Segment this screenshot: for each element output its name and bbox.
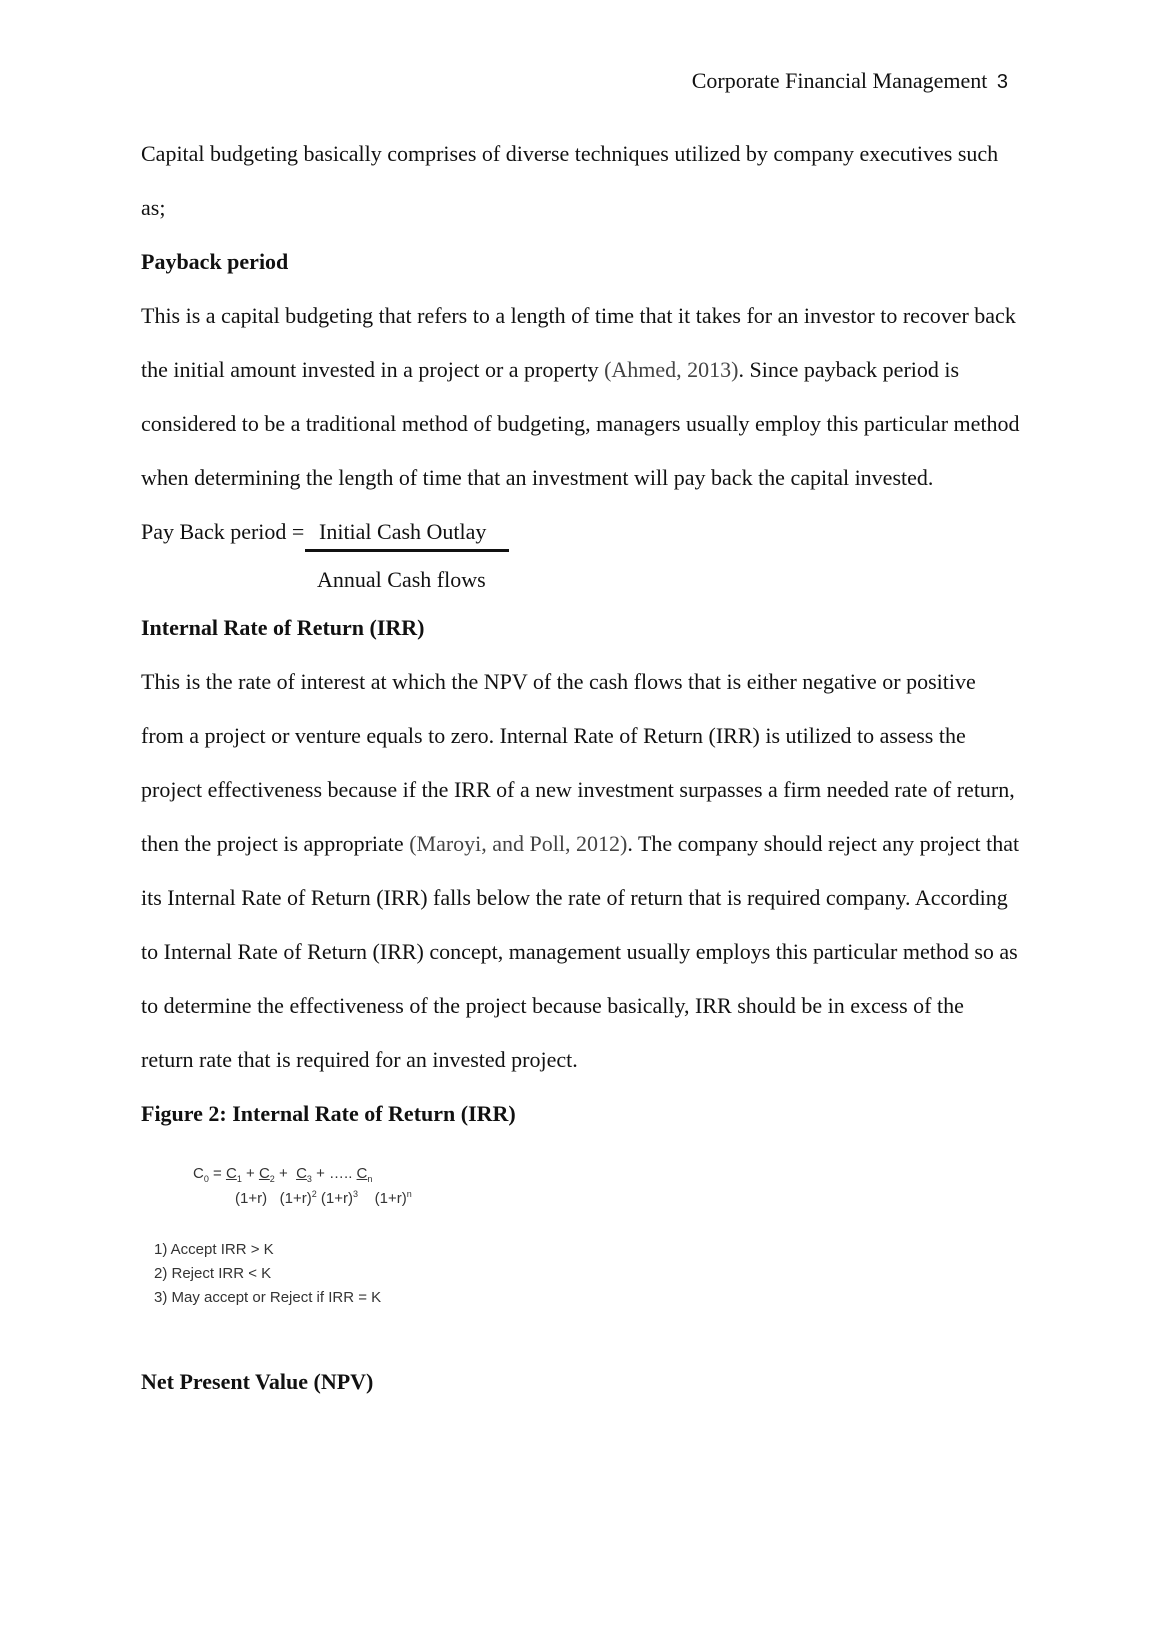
rule-accept: 1) Accept IRR > K <box>154 1241 274 1258</box>
eq-supn: n <box>406 1189 412 1199</box>
rule-either: 3) May accept or Reject if IRR = K <box>154 1289 382 1306</box>
figure-caption: Figure 2: Internal Rate of Return (IRR) <box>141 1101 516 1126</box>
citation-maroyi: (Maroyi, and Poll, 2012) <box>409 831 628 856</box>
eq-plus2: + <box>278 1165 288 1182</box>
intro-paragraph: Capital budgeting basically comprises of diverse techniques utilized by company executives such as; <box>141 141 999 220</box>
rule-reject: 2) Reject IRR < K <box>154 1265 272 1282</box>
eq-cn: C <box>356 1165 368 1182</box>
citation-ahmed: (Ahmed, 2013) <box>604 357 739 382</box>
document-body <box>141 127 1021 1409</box>
page-number: 3 <box>996 71 1008 93</box>
eq-sub2: 2 <box>269 1174 275 1184</box>
formula-denominator: Annual Cash flows <box>317 567 486 592</box>
eq-c0: C <box>193 1165 204 1182</box>
irr-figure <box>141 1155 1021 1355</box>
payback-heading: Payback period <box>141 249 289 274</box>
formula-lhs: Pay Back period = <box>141 519 305 544</box>
irr-denominators <box>235 1189 412 1207</box>
eq-equals: = <box>213 1165 222 1182</box>
eq-den2: (1+r) <box>279 1190 312 1207</box>
irr-equation <box>193 1165 372 1184</box>
running-header <box>692 68 1008 94</box>
fraction-bar <box>305 549 509 552</box>
header-title: Corporate Financial Management <box>691 68 988 93</box>
eq-sup2: 2 <box>311 1189 317 1199</box>
eq-sub0: 0 <box>203 1174 209 1184</box>
eq-sub1: 1 <box>236 1174 242 1184</box>
eq-plus3: + ….. <box>316 1165 353 1182</box>
irr-text-1: This is the rate of interest at which the NPV of the cash flows that is either negative or positive from a project or venture equals to zero. Internal Rate of Return (IRR) is utilized to assess the project effectiveness because if the IRR of a new investment surpasses a firm needed rate of return, then the project is appropriate <box>141 669 1015 856</box>
eq-c2: C <box>258 1165 270 1182</box>
eq-subn: n <box>367 1174 373 1184</box>
eq-den1: (1+r) <box>235 1190 268 1207</box>
irr-text-2: . The company should reject any project that its Internal Rate of Return (IRR) falls below the rate of return that is required company. According to Internal Rate of Return (IRR) concept, management usually employs this particular method so as to determine the effectiveness of the project because basically, IRR should be in excess of the return rate that is required for an invested project. <box>141 831 1020 1072</box>
eq-sup3: 3 <box>352 1189 358 1199</box>
npv-heading: Net Present Value (NPV) <box>141 1369 374 1394</box>
eq-sub3: 3 <box>306 1174 312 1184</box>
irr-paragraph <box>141 655 1021 1087</box>
payback-text-2: . Since payback period is considered to be a traditional method of budgeting, managers usually employ this particular method when determining the length of time that an investment will pay back the capital invested. <box>141 357 1020 490</box>
eq-den3: (1+r) <box>320 1190 353 1207</box>
eq-den4: (1+r) <box>374 1190 407 1207</box>
payback-paragraph <box>141 289 1021 505</box>
payback-text-1: This is a capital budgeting that refers to a length of time that it takes for an investor to recover back the initial amount invested in a project or a property <box>141 303 1016 382</box>
irr-heading: Internal Rate of Return (IRR) <box>141 615 425 640</box>
eq-c3: C <box>296 1165 307 1182</box>
eq-c1: C <box>225 1165 237 1182</box>
eq-plus1: + <box>246 1165 255 1182</box>
formula-numerator: Initial Cash Outlay <box>319 519 487 544</box>
payback-formula <box>141 505 1021 601</box>
